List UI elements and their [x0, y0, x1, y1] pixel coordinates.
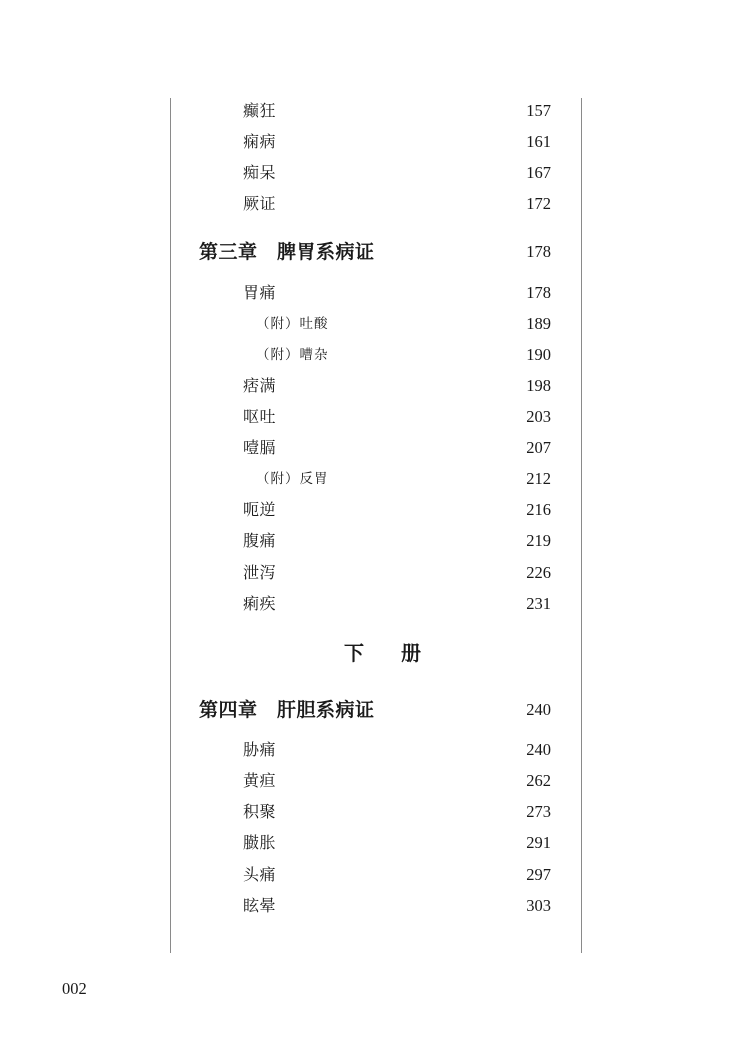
- toc-entry[interactable]: [0, 592, 750, 616]
- toc-entry-page: 203: [526, 407, 551, 426]
- toc-subentry[interactable]: [0, 312, 750, 336]
- toc-chapter-heading[interactable]: [0, 240, 750, 264]
- toc-entry-title: 癫狂: [243, 101, 277, 120]
- toc-entry-page: 291: [526, 833, 551, 852]
- toc-entry-title: 呃逆: [243, 500, 277, 519]
- left-rule: [170, 98, 171, 953]
- toc-entry-title: 痫病: [243, 132, 277, 151]
- toc-entry-page: 273: [526, 802, 551, 821]
- toc-entry[interactable]: [0, 863, 750, 887]
- toc-entry-page: 207: [526, 438, 551, 457]
- toc-subentry[interactable]: [0, 467, 750, 491]
- chapter-title: 第三章 脾胃系病证: [199, 241, 375, 263]
- chapter-title: 第四章 肝胆系病证: [199, 699, 375, 721]
- toc-entry-title: 黄疸: [243, 771, 277, 790]
- toc-entry-page: 172: [526, 194, 551, 213]
- toc-entry-page: 303: [526, 896, 551, 915]
- right-rule: [581, 98, 582, 953]
- toc-entry[interactable]: [0, 281, 750, 305]
- toc-subentry-title: （附）吐酸: [256, 316, 329, 332]
- toc-entry-page: 219: [526, 531, 551, 550]
- toc-entry[interactable]: [0, 769, 750, 793]
- toc-subentry-title: （附）反胃: [256, 471, 329, 487]
- toc-entry[interactable]: [0, 738, 750, 762]
- toc-entry[interactable]: [0, 374, 750, 398]
- toc-entry[interactable]: [0, 561, 750, 585]
- toc-entry-page: 262: [526, 771, 551, 790]
- toc-entry-title: 眩晕: [243, 896, 277, 915]
- toc-entry-title: 呕吐: [243, 407, 277, 426]
- chapter-page: 240: [526, 700, 551, 719]
- toc-entry-page: 240: [526, 740, 551, 759]
- toc-entry-page: 297: [526, 865, 551, 884]
- toc-entry-page: 216: [526, 500, 551, 519]
- toc-entry-page: 189: [526, 314, 551, 333]
- toc-entry[interactable]: [0, 894, 750, 918]
- toc-entry-title: 痢疾: [243, 594, 277, 613]
- toc-entry-title: 痞满: [243, 376, 277, 395]
- toc-entry-title: 腹痛: [243, 531, 277, 550]
- toc-subentry[interactable]: [0, 343, 750, 367]
- toc-entry-page: 178: [526, 283, 551, 302]
- toc-chapter-heading[interactable]: [0, 698, 750, 722]
- toc-entry[interactable]: [0, 99, 750, 123]
- page-number: 002: [62, 979, 87, 998]
- toc-entry-title: 厥证: [243, 194, 277, 213]
- toc-entry-page: 167: [526, 163, 551, 182]
- toc-entry-title: 臌胀: [243, 833, 277, 852]
- toc-entry-title: 噎膈: [243, 438, 277, 457]
- chapter-page: 178: [526, 242, 551, 261]
- toc-entry-page: 231: [526, 594, 551, 613]
- toc-entry[interactable]: [0, 498, 750, 522]
- toc-entry[interactable]: [0, 831, 750, 855]
- toc-entry-page: 226: [526, 563, 551, 582]
- toc-entry-title: 头痛: [243, 865, 277, 884]
- toc-entry-title: 胃痛: [243, 283, 277, 302]
- toc-entry[interactable]: [0, 192, 750, 216]
- toc-entry-page: 212: [526, 469, 551, 488]
- toc-entry-title: 泄泻: [243, 563, 277, 582]
- toc-entry-title: 胁痛: [243, 740, 277, 759]
- toc-entry[interactable]: [0, 800, 750, 824]
- volume-heading: 下 册: [344, 641, 436, 665]
- toc-entry[interactable]: [0, 161, 750, 185]
- toc-subentry-title: （附）嘈杂: [256, 347, 329, 363]
- toc-entry-page: 157: [526, 101, 551, 120]
- toc-entry-title: 痴呆: [243, 163, 277, 182]
- toc-entry[interactable]: [0, 436, 750, 460]
- toc-entry[interactable]: [0, 529, 750, 553]
- toc-entry-page: 190: [526, 345, 551, 364]
- toc-entry[interactable]: [0, 405, 750, 429]
- toc-entry-title: 积聚: [243, 802, 277, 821]
- toc-entry[interactable]: [0, 130, 750, 154]
- toc-entry-page: 198: [526, 376, 551, 395]
- toc-entry-page: 161: [526, 132, 551, 151]
